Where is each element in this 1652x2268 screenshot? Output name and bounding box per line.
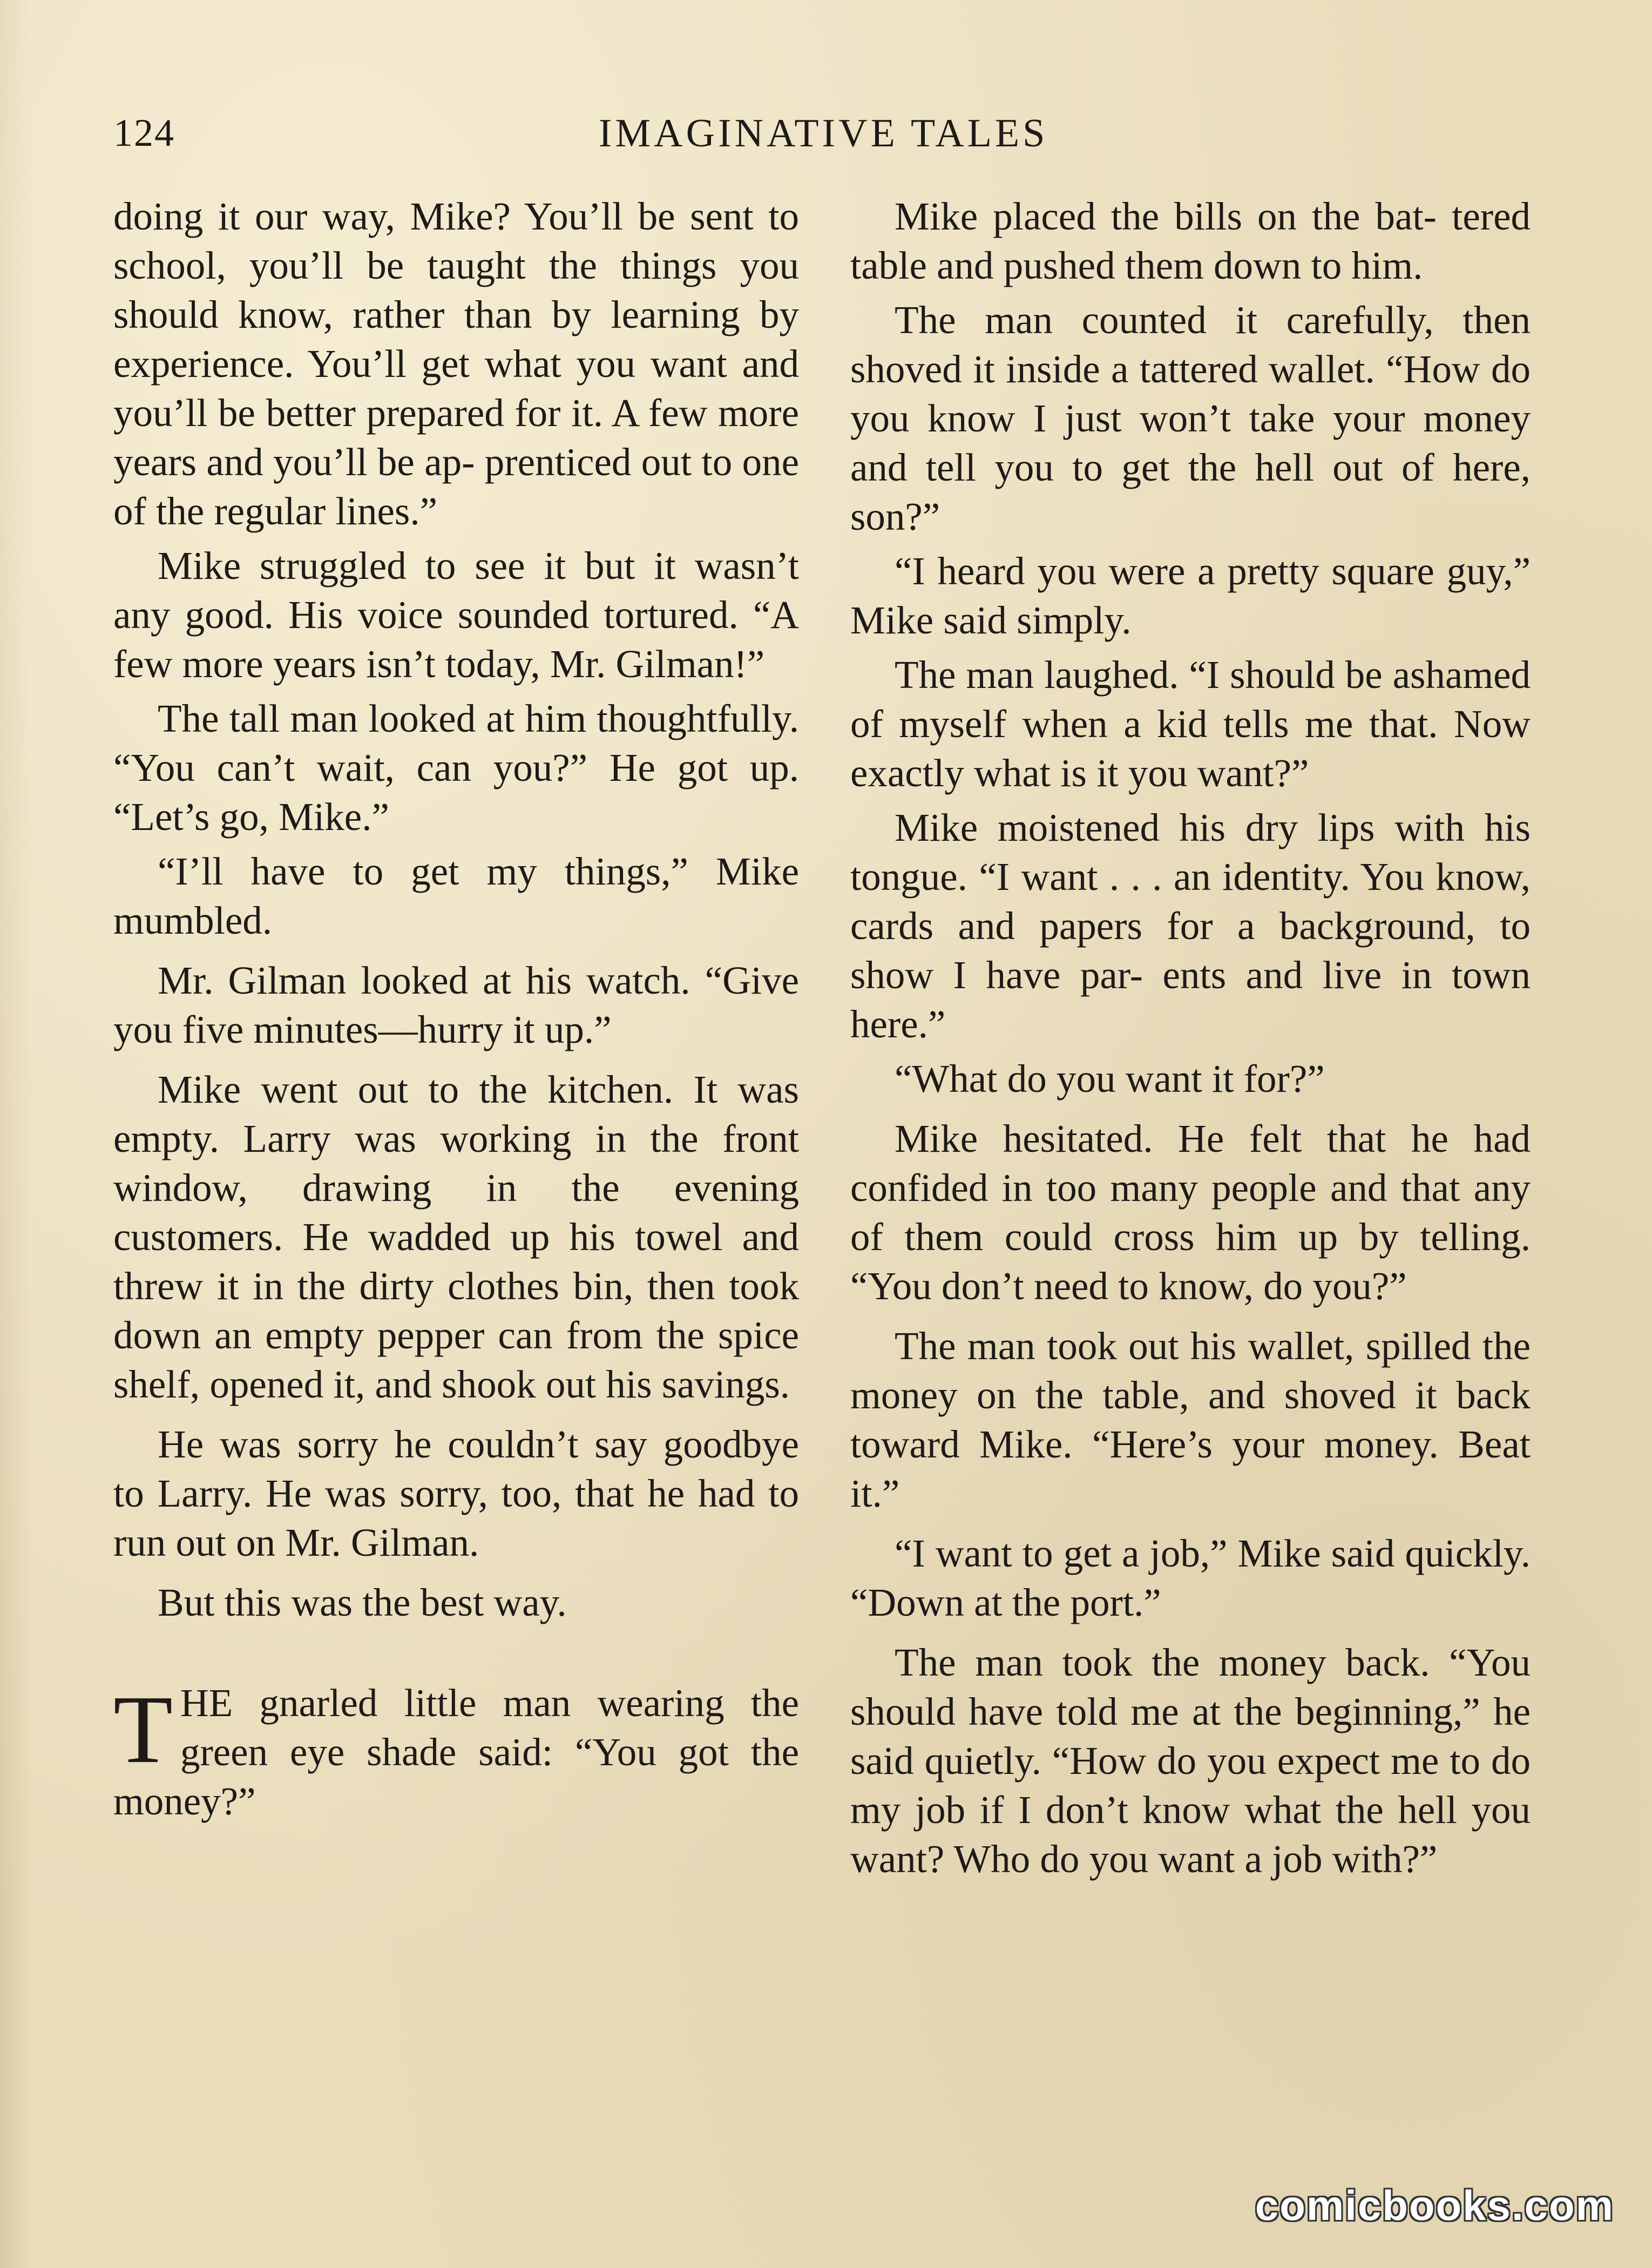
drop-cap: T <box>113 1676 173 1783</box>
watermark-logo: comicbooks.com <box>1255 2182 1614 2229</box>
paragraph: The man counted it carefully, then shoved it inside a tattered wallet. “How do you know I just won’t take your money and tell you to get the hell out of here, son?” <box>850 298 1531 538</box>
running-title: IMAGINATIVE TALES <box>598 111 1048 156</box>
paragraph: Mike went out to the kitchen. It was empty. Larry was working in the front window, drawing in the evening customers. He wadded up his towel and threw it in the dirty clothes bin, then took down an empty pepper can from the spice shelf, opened it, and shook out his savings. <box>113 1068 799 1406</box>
page-header <box>113 111 1533 165</box>
left-column <box>113 192 799 1831</box>
paragraph: But this was the best way. <box>158 1581 567 1624</box>
page-number: 124 <box>113 111 175 154</box>
section-opening-paragraph <box>113 1678 799 1826</box>
paragraph: “I want to get a job,” Mike said quickly. “Down at the port.” <box>850 1531 1531 1624</box>
paragraph-text: HE gnarled little man wearing the green eye shade said: “You got the money?” <box>113 1681 799 1823</box>
paragraph: The tall man looked at him thoughtfully. “You can’t wait, can you?” He got up. “Let’s go, Mike.” <box>113 697 799 839</box>
paragraph: Mike struggled to see it but it wasn’t any good. His voice sounded tortured. “A few more years isn’t today, Mr. Gilman!” <box>113 544 799 686</box>
paragraph: The man took the money back. “You should have told me at the beginning,” he said quietly. “How do you expect me to do my job if I don’t know what the hell you want? Who do you want a job with?” <box>850 1641 1531 1881</box>
paragraph: Mike moistened his dry lips with his tongue. “I want . . . an identity. You know, cards and papers for a background, to show I have par- ents and live in town here.” <box>850 806 1531 1046</box>
paragraph: Mike hesitated. He felt that he had confided in too many people and that any of them could cross him up by telling. “You don’t need to know, do you?” <box>850 1117 1531 1308</box>
paragraph: Mike placed the bills on the bat- tered table and pushed them down to him. <box>850 194 1531 287</box>
paragraph: The man laughed. “I should be ashamed of myself when a kid tells me that. Now exactly what is it you want?” <box>850 653 1531 795</box>
paragraph: doing it our way, Mike? You’ll be sent to school, you’ll be taught the things you should know, rather than by learning by experience. You’ll get what you want and you’ll be better prepared for it. A few more years and you’ll be ap- prenticed out to one of the regular lines.” <box>113 194 799 533</box>
paragraph: “I heard you were a pretty square guy,” Mike said simply. <box>850 549 1531 642</box>
paragraph: Mr. Gilman looked at his watch. “Give you five minutes—hurry it up.” <box>113 959 799 1051</box>
paragraph: The man took out his wallet, spilled the money on the table, and shoved it back toward Mike. “Here’s your money. Beat it.” <box>850 1324 1531 1515</box>
paragraph: “What do you want it for?” <box>895 1057 1325 1101</box>
paragraph: He was sorry he couldn’t say goodbye to Larry. He was sorry, too, that he had to run out on Mr. Gilman. <box>113 1422 799 1564</box>
paragraph: “I’ll have to get my things,” Mike mumbled. <box>113 849 799 942</box>
right-column <box>850 192 1531 1889</box>
